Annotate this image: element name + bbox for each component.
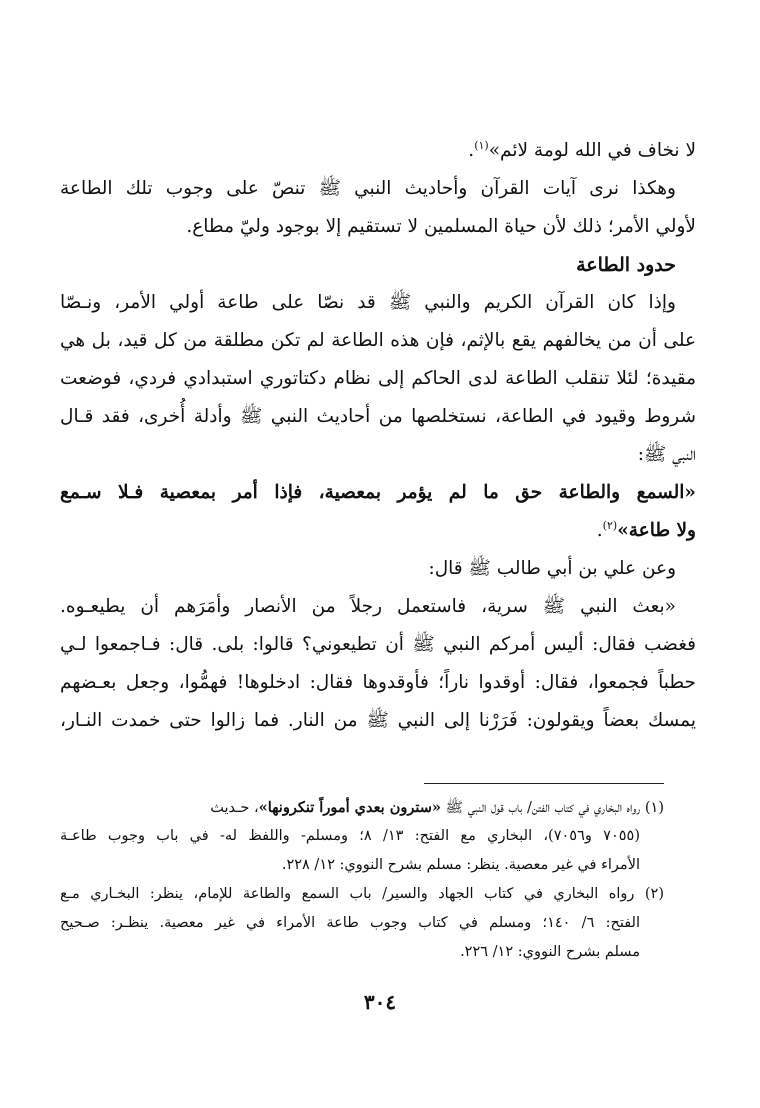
footnote-ref: (٢) [602,518,618,532]
section-heading: حدود الطاعة [576,254,676,276]
hadith-line [60,512,696,550]
text-span: لا نخاف في الله لومة لائم» [488,140,696,161]
footnote-line: (٢) رواه البخاري في كتاب الجهاد والسير/ باب السمع والطاعة للإمام، ينظر: البخـاري مـع [60,886,664,902]
footnote-line [60,793,664,822]
text-line: مقيدة؛ لئلا تنقلب الطاعة لدى الحاكم إلى نظام دكتاتوري استبدادي فردي، فوضعت [60,368,696,389]
hadith-line: «السمع والطاعة حق ما لم يؤمر بمعصية، فإذا أمر بمعصية فـلا سـمع [60,482,696,503]
footnotes [60,793,664,967]
text-span: ولا طاعة» [617,520,696,541]
text-line: وعن علي بن أبي طالب ﷺ قال: [428,558,676,579]
text-line: شروط وقيود في الطاعة، نستخلصها من أحاديث النبي ﷺ وأدلة أُخرى، فقد قـال [60,406,696,427]
text-line: وهكذا نرى آيات القرآن وأحاديث النبي ﷺ تنصّ على وجوب تلك الطاعة [60,178,676,199]
text-line: على أن من يخالفهم يقع بالإثم، فإن هذه الطاعة لم تكن مطلقة من كل قيد، بل هي [60,330,696,351]
text-span: ، حـديث [210,800,259,816]
text-line: النبي ﷺ: [637,444,696,465]
text-line: فغضب فقال: أليس أمركم النبي ﷺ أن تطيعوني؟ قالوا: بلى. قال: فـاجمعوا لـي [60,634,696,655]
text-span: . [596,520,603,541]
footnote-line: (٧٠٥٥ و٧٠٥٦)، البخاري مع الفتح: ١٣/ ٨؛ ومسلم- واللفظ له- في باب وجوب طاعـة [60,828,640,844]
text-line: لأولي الأمر؛ ذلك لأن حياة المسلمين لا تستقيم إلا بوجود وليّ مطاع. [186,216,696,237]
text-line: حطباً فجمعوا، فقال: أوقدوا ناراً؛ فأوقدوها فقال: ادخلوها! فهمُّوا، وجعل بعـضهم [60,672,696,693]
text-span: «سترون بعدي أموراً تنكرونها» [258,799,441,816]
text-line [60,132,696,170]
text-span: (١) رواه البخاري في كتاب الفتن/ باب قول النبي ﷺ [440,800,664,816]
page-number: ٣٠٤ [363,990,397,1014]
text-line: يمسك بعضاً ويقولون: فَرَرْنا إلى النبي ﷺ من النار. فما زالوا حتى خمدت النـار، [60,710,696,731]
footnote-line: الفتح: ٦/ ١٤٠؛ ومسلم في كتاب وجوب طاعة الأمراء في غير معصية. ينظـر: صـحيح [60,915,640,931]
text-line: وإذا كان القرآن الكريم والنبي ﷺ قد نصّا على طاعة أولي الأمر، ونـصّا [60,292,676,313]
footnote-ref: (١) [474,138,489,152]
text-span: . [468,140,475,161]
body-text [60,132,696,740]
text-line: «بعث النبي ﷺ سرية، فاستعمل رجلاً من الأنصار وأمَرَهم أن يطيعـوه. [60,596,676,617]
footnote-divider [424,783,664,784]
footnote-line: الأمراء في غير معصية. ينظر: مسلم بشرح النووي: ١٢/ ٢٢٨. [281,857,640,873]
footnote-line: مسلم بشرح النووي: ١٢/ ٢٢٦. [460,944,640,960]
